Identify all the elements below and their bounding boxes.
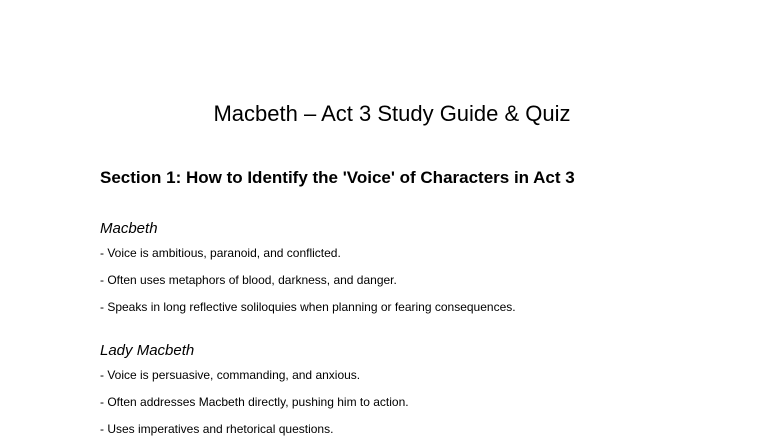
- character-name: Macbeth: [100, 220, 158, 237]
- character-name: Lady Macbeth: [100, 342, 195, 359]
- section-heading: Section 1: How to Identify the 'Voice' of Characters in Act 3: [100, 168, 575, 187]
- character-point: - Uses imperatives and rhetorical questions.: [100, 422, 334, 436]
- character-point: - Voice is persuasive, commanding, and anxious.: [100, 368, 361, 382]
- character-point: - Often addresses Macbeth directly, pushing him to action.: [100, 395, 409, 409]
- character-point: - Speaks in long reflective soliloquies when planning or fearing consequences.: [100, 300, 516, 314]
- document-title: Macbeth – Act 3 Study Guide & Quiz: [213, 101, 571, 126]
- character-point: - Often uses metaphors of blood, darkness, and danger.: [100, 273, 397, 287]
- character-point: - Voice is ambitious, paranoid, and conflicted.: [100, 246, 341, 260]
